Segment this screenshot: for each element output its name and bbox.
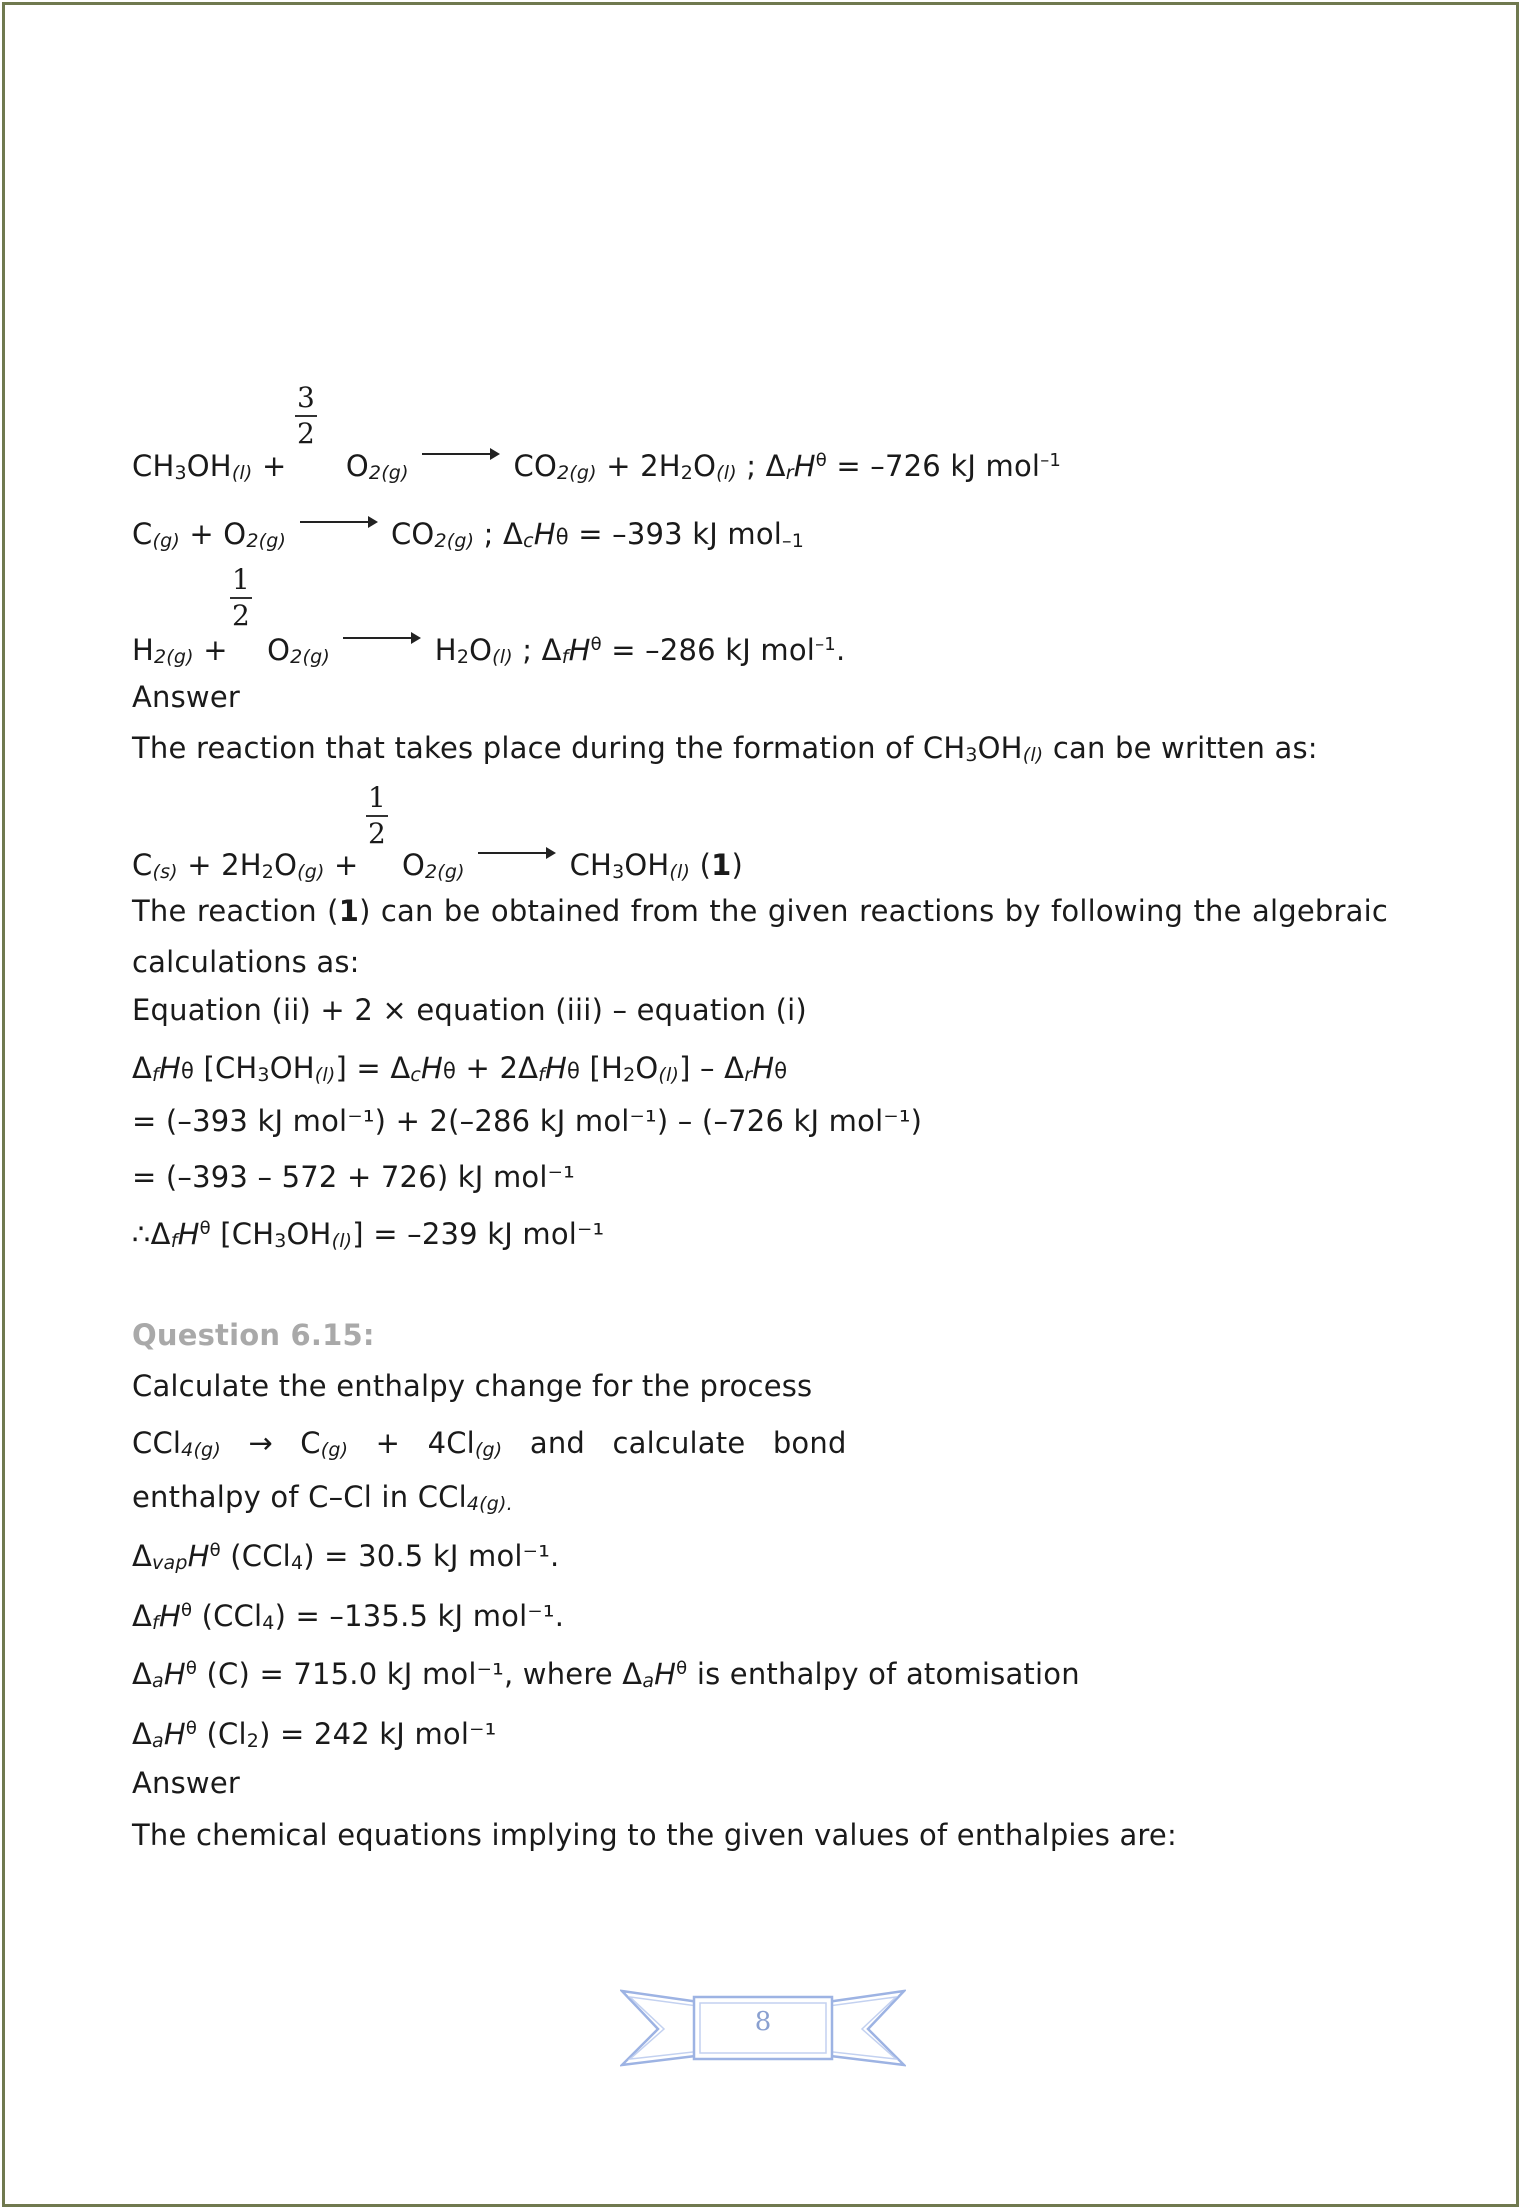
- given-atomisation-chlorine: ΔaH$^\theta$ (Cl2) = 242 kJ mol⁻¹: [132, 1717, 497, 1752]
- reaction-arrow: [300, 512, 378, 532]
- calc-line-1: ΔfHθ [CH3OH(l)] = ΔcHθ + 2ΔfHθ [H2O(l)] – ΔrHθ: [132, 1051, 788, 1086]
- fraction-one-half: 1 2: [231, 563, 250, 632]
- equation-1: CH3OH(l) + O2(g) CO2(g) + 2H2O(l) ; ΔrH$^\theta$ = –726 kJ mol$^{-1}$: [132, 444, 1061, 490]
- question-line-3: enthalpy of C–Cl in CCl4(g).: [132, 1480, 513, 1515]
- question-heading: Question 6.15:: [132, 1318, 375, 1352]
- reaction-arrow: [422, 444, 500, 464]
- equation-4: C(s) + 2H2O(g) + O2(g) CH3OH(l) (1): [132, 843, 743, 889]
- given-vap-enthalpy: ΔvapH$^\theta$ (CCl4) = 30.5 kJ mol⁻¹.: [132, 1539, 560, 1574]
- question-process: CCl4(g) → C(g) + 4Cl(g) and calculate bond: [132, 1426, 847, 1461]
- page-number-ribbon: [620, 1985, 906, 2069]
- answer-label: Answer: [132, 1766, 241, 1800]
- reaction-arrow: [343, 628, 421, 648]
- calc-line-3: = (–393 – 572 + 726) kJ mol⁻¹: [132, 1160, 575, 1194]
- equation-combination: Equation (ii) + 2 × equation (iii) – equation (i): [132, 993, 807, 1027]
- given-atomisation-carbon: ΔaH$^\theta$ (C) = 715.0 kJ mol⁻¹, where ΔaH$^\theta$ is enthalpy of atomisation: [132, 1657, 1080, 1692]
- paragraph-algebra: The reaction (1) can be obtained from the given reactions by following the algebraic calculations as:: [132, 894, 1388, 979]
- question-line-1: Calculate the enthalpy change for the process: [132, 1369, 813, 1403]
- answer-label: Answer: [132, 680, 241, 714]
- fraction-three-halves: 3 2: [296, 381, 315, 450]
- closing-sentence: The chemical equations implying to the given values of enthalpies are:: [132, 1818, 1177, 1852]
- equation-3: H2(g) + O2(g) H2O(l) ; ΔfH$^\theta$ = –286 kJ mol$^{-1}$.: [132, 628, 845, 674]
- fraction-one-half: 1 2: [367, 781, 386, 850]
- calc-line-4: ∴ΔfH$^\theta$ [CH3OH(l)] = –239 kJ mol⁻¹: [132, 1217, 605, 1252]
- reaction-arrow: [478, 843, 556, 863]
- given-formation-enthalpy: ΔfH$^\theta$ (CCl4) = –135.5 kJ mol⁻¹.: [132, 1599, 565, 1634]
- reaction-intro: The reaction that takes place during the formation of CH3OH(l) can be written as:: [132, 731, 1318, 766]
- calc-line-2: = (–393 kJ mol⁻¹) + 2(–286 kJ mol⁻¹) – (–726 kJ mol⁻¹): [132, 1104, 923, 1138]
- page-number: 8: [754, 2007, 772, 2037]
- equation-2: C(g) + O2(g) CO2(g) ; ΔcHθ = –393 kJ mol–1: [132, 512, 804, 558]
